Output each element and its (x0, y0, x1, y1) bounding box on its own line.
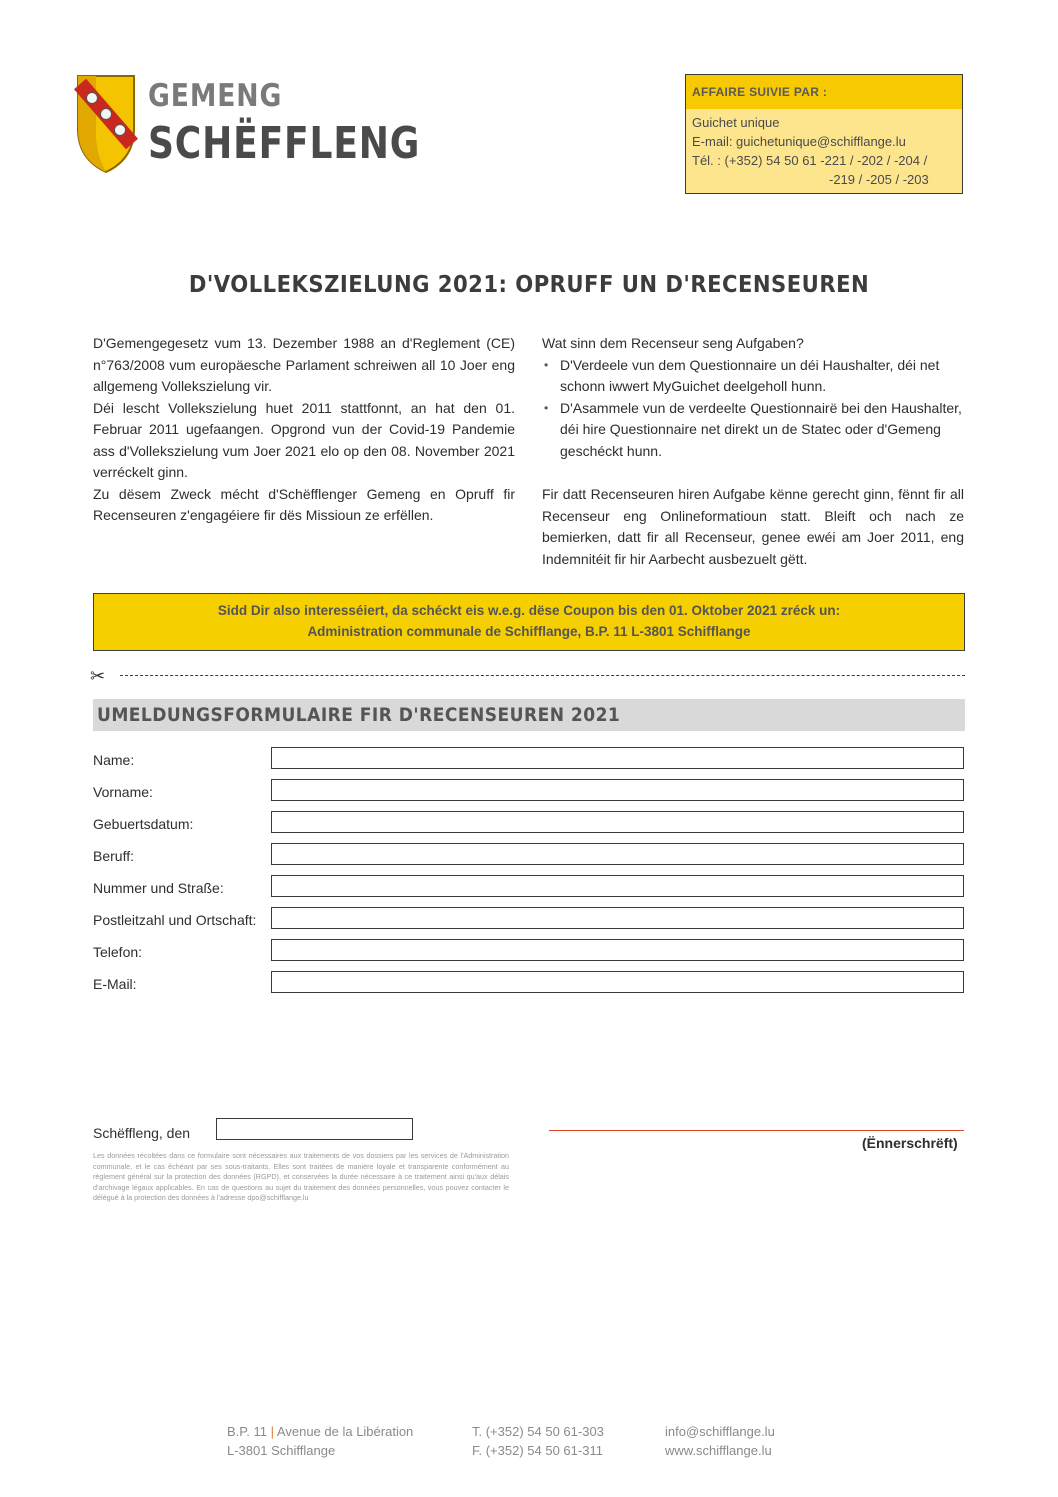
intro-paragraph-2: Déi lescht Vollekszielung huet 2011 stattfonnt, an hat den 01. Februar 2011 ugefaangen. Opgrond vun der Covid-19 Pandemie ass d'Vollekszielung vum Joer 2021 elo op den 08. November 2021 verréckelt ginn. (93, 399, 515, 480)
field-label-telefon: Telefon: (93, 944, 143, 960)
beruff-field[interactable] (271, 843, 964, 865)
vorname-field[interactable] (271, 779, 964, 801)
footer-address (227, 1422, 413, 1460)
contact-line-1: Guichet unique (692, 115, 780, 130)
field-label-vorname: Vorname: (93, 784, 153, 800)
footer-phones (472, 1422, 604, 1460)
signature-line[interactable] (549, 1130, 964, 1131)
task-item: • D'Verdeele vun dem Questionnaire un déi Haushalter, déi net schonn iwwert MyGuichet deelgeholl hunn. (542, 355, 964, 398)
field-label-beruff: Beruff: (93, 848, 134, 864)
logo-line1: GEMENG (148, 78, 283, 114)
contact-phone-ext: -219 / -205 / -203 (829, 172, 929, 187)
field-label-email: E-Mail: (93, 976, 137, 992)
footer-email-link[interactable]: info@schifflange.lu (665, 1424, 775, 1439)
field-label-street: Nummer und Straße: (93, 880, 224, 896)
privacy-notice: Les données récoltées dans ce formulaire sont nécessaires aux traitements de vos dossiers par les services de l'Administration communale, et le cas échéant par ses sous-traitants. Elles sont traitées de manière loyale et transparente conformément au règlement général sur la protection des données (RGPD), et conservées la durée nécessaire à ce traitement ainsi qu'aux délais d'archivage légaux applicables. En cas de questions au sujet du traitement des données personnelles, vous pouvez contacter le délégué à la protection des données à l'adresse dpo@schifflange.lu (93, 1151, 509, 1202)
field-label-name: Name: (93, 752, 135, 768)
tasks-outro: Fir datt Recenseuren hiren Aufgabe kënne gerecht ginn, fënnt fir all Recenseur eng Onlineformatioun statt. Bleift och nach ze bemierken, datt fir all Recenseur, genee ewéi am Joer 2011, eng Indemnitéit fir hir Aarbecht ausbezuelt gëtt. (542, 486, 964, 567)
logo-line2: SCHËFFLENG (148, 118, 421, 169)
cut-line (120, 675, 965, 676)
contact-box (685, 74, 963, 194)
footer-web-link[interactable]: www.schifflange.lu (665, 1443, 772, 1458)
footer-links (665, 1422, 775, 1460)
tasks-question: Wat sinn dem Recenseur seng Aufgaben? (542, 335, 804, 351)
page-title: D'VOLLEKSZIELUNG 2021: OPRUFF UN D'RECENSEUREN (188, 272, 870, 298)
intro-column (93, 333, 515, 527)
field-label-gebuertsdatum: Gebuertsdatum: (93, 816, 194, 832)
footer-bp: B.P. 11 (227, 1424, 267, 1439)
form-header (93, 699, 965, 731)
notice-line-1: Sidd Dir also interesséiert, da schéckt eis w.e.g. dëse Coupon bis den 01. Oktober 2021 zréck un: (217, 603, 841, 618)
notice-box (93, 593, 965, 651)
date-field[interactable] (216, 1118, 413, 1140)
gebuertsdatum-field[interactable] (271, 811, 964, 833)
footer-tel: T. (+352) 54 50 61-303 (472, 1424, 604, 1439)
intro-paragraph-3: Zu dësem Zweck mécht d'Schëfflenger Gemeng en Opruff fir Recenseuren z'engagéiere fir dës Missioun ze erfëllen. (93, 485, 515, 523)
form-title: UMELDUNGSFORMULAIRE FIR D'RECENSEUREN 2021 (97, 704, 621, 726)
contact-title: AFFAIRE SUIVIE PAR : (692, 85, 828, 99)
email-field[interactable] (271, 971, 964, 993)
footer-street: Avenue de la Libération (276, 1424, 414, 1439)
scissors-icon: ✂ (90, 666, 106, 686)
street-field[interactable] (271, 875, 964, 897)
postcode-city-field[interactable] (271, 907, 964, 929)
task-item: • D'Asammele vun de verdeelte Questionnairë bei den Haushalter, déi hire Questionnaire net direkt un de Statec oder d'Gemeng geschéckt hunn. (542, 398, 964, 463)
intro-paragraph-1: D'Gemengegesetz vum 13. Dezember 1988 an d'Reglement (CE) n°763/2008 vum europäesche Parlament schreiwen all 10 Joer eng allgemeng Vollekszielung vir. (93, 335, 515, 394)
telefon-field[interactable] (271, 939, 964, 961)
field-label-postcode: Postleitzahl und Ortschaft: (93, 912, 257, 928)
coat-of-arms-icon (74, 74, 138, 174)
contact-email[interactable]: E-mail: guichetunique@schifflange.lu (692, 134, 906, 149)
name-field[interactable] (271, 747, 964, 769)
signature-label: (Ënnerschrëft) (862, 1135, 958, 1151)
footer-separator: | (270, 1424, 275, 1439)
notice-line-2: Administration communale de Schifflange, B.P. 11 L-3801 Schifflange (307, 624, 751, 639)
footer-fax: F. (+352) 54 50 61-311 (472, 1443, 603, 1458)
footer-city: L-3801 Schifflange (227, 1443, 336, 1458)
contact-phone: Tél. : (+352) 54 50 61 -221 / -202 / -204 / (692, 153, 928, 168)
tasks-column (542, 333, 964, 570)
place-date-label: Schëffleng, den (93, 1125, 191, 1141)
